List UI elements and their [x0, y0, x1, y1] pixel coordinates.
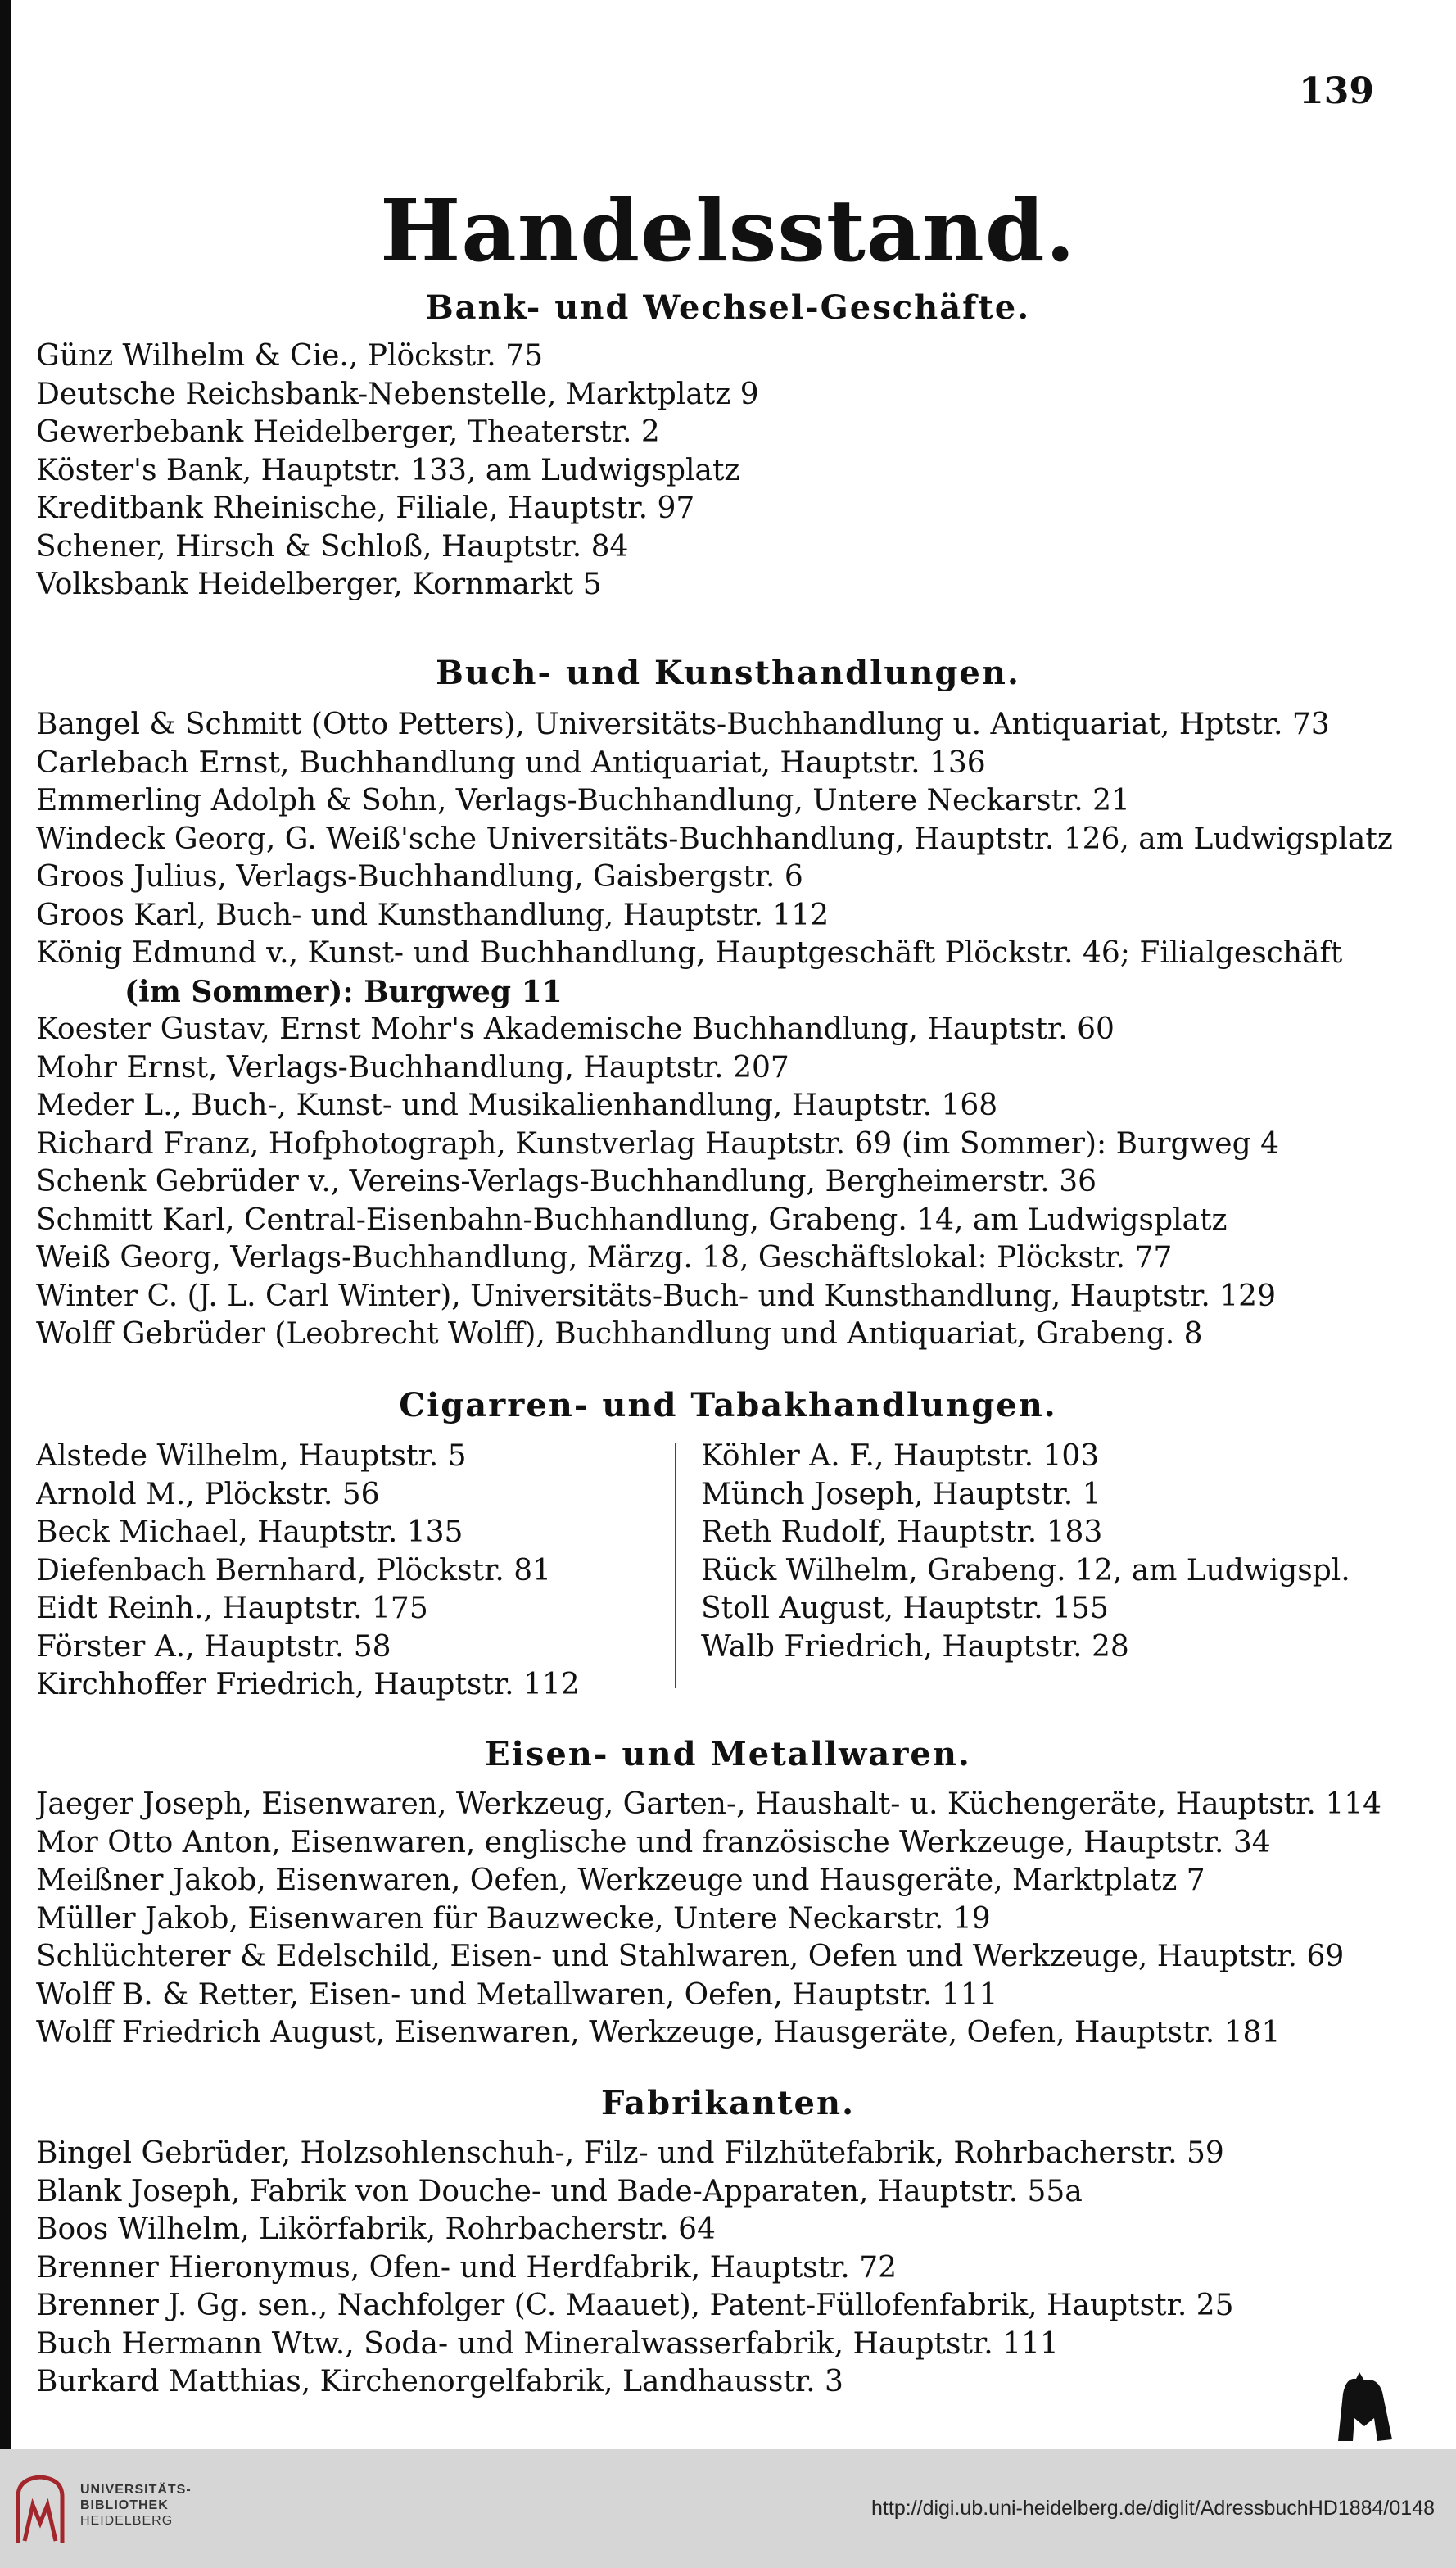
list-item: Bingel Gebrüder, Holzsohlenschuh-, Filz- und Filzhütefabrik, Rohrbacherstr. 59 [36, 2136, 1224, 2170]
manufacturers-list [36, 2135, 1423, 2402]
list-item: Köster's Bank, Hauptstr. 133, am Ludwigsplatz [36, 453, 740, 487]
column-divider [675, 1443, 676, 1688]
list-item: Blank Joseph, Fabrik von Douche- und Bade-Apparaten, Hauptstr. 55a [36, 2174, 1083, 2208]
list-item-continuation: (im Sommer): Burgweg 11 [124, 974, 563, 1009]
library-seal-icon [13, 2472, 67, 2544]
list-item: Arnold M., Plöckstr. 56 [36, 1477, 380, 1511]
list-item: Winter C. (J. L. Carl Winter), Universitäts-Buch- und Kunsthandlung, Hauptstr. 129 [36, 1279, 1276, 1313]
cigar-columns [36, 1438, 1423, 1700]
list-item: Beck Michael, Hauptstr. 135 [36, 1515, 463, 1549]
list-item: Wolff Friedrich August, Eisenwaren, Werkzeuge, Hausgeräte, Oefen, Hauptstr. 181 [36, 2016, 1281, 2049]
list-item: Kirchhoffer Friedrich, Hauptstr. 112 [36, 1668, 580, 1701]
page-number: 139 [1299, 70, 1374, 112]
cigar-list-left [36, 1438, 658, 1705]
list-item: Volksbank Heidelberger, Kornmarkt 5 [36, 568, 602, 601]
list-item: Reth Rudolf, Hauptstr. 183 [701, 1515, 1103, 1549]
ornament-mark [1332, 2369, 1397, 2444]
list-item: Schener, Hirsch & Schloß, Hauptstr. 84 [36, 529, 629, 564]
list-item: Windeck Georg, G. Weiß'sche Universitäts-Buchhandlung, Hauptstr. 126, am Ludwigsplatz [36, 822, 1393, 856]
list-item: Bangel & Schmitt (Otto Petters), Universitäts-Buchhandlung u. Antiquariat, Hptstr. 73 [36, 708, 1330, 741]
list-item: Boos Wilhelm, Likörfabrik, Rohrbacherstr. 64 [36, 2212, 716, 2246]
list-item: Müller Jakob, Eisenwaren für Bauzwecke, Untere Neckarstr. 19 [36, 1901, 991, 1936]
list-item: König Edmund v., Kunst- und Buchhandlung, Hauptgeschäft Plöckstr. 46; Filialgeschäft [36, 936, 1343, 970]
list-item: Meder L., Buch-, Kunst- und Musikalienhandlung, Hauptstr. 168 [36, 1089, 998, 1122]
list-item: Jaeger Joseph, Eisenwaren, Werkzeug, Garten-, Haushalt- u. Küchengeräte, Hauptstr. 114 [36, 1787, 1382, 1821]
list-item: Groos Karl, Buch- und Kunsthandlung, Hauptstr. 112 [36, 898, 830, 932]
list-item: Eidt Reinh., Hauptstr. 175 [36, 1592, 428, 1625]
section-heading-iron-metal: Eisen- und Metallwaren. [485, 1735, 971, 1773]
list-item: Kreditbank Rheinische, Filiale, Hauptstr. 97 [36, 491, 695, 525]
list-item: Meißner Jakob, Eisenwaren, Oefen, Werkzeuge und Hausgeräte, Marktplatz 7 [36, 1864, 1205, 1897]
list-item: Brenner J. Gg. sen., Nachfolger (C. Maauet), Patent-Füllofenfabrik, Hauptstr. 25 [36, 2289, 1234, 2322]
bank-list [36, 337, 1423, 605]
list-item: Köhler A. F., Hauptstr. 103 [701, 1439, 1100, 1473]
list-item: Brenner Hieronymus, Ofen- und Herdfabrik, Hauptstr. 72 [36, 2250, 898, 2285]
list-item: Buch Hermann Wtw., Soda- und Mineralwasserfabrik, Hauptstr. 111 [36, 2326, 1059, 2361]
cigar-list-right [701, 1438, 1438, 1666]
library-name [80, 2482, 192, 2529]
list-item: Stoll August, Hauptstr. 155 [701, 1592, 1109, 1625]
iron-metal-list [36, 1786, 1423, 2053]
footer-bar [0, 2449, 1456, 2568]
library-name-line: BIBLIOTHEK [80, 2498, 169, 2512]
list-item: Münch Joseph, Hauptstr. 1 [701, 1477, 1101, 1511]
list-item: Förster A., Hauptstr. 58 [36, 1629, 391, 1664]
list-item: Alstede Wilhelm, Hauptstr. 5 [36, 1439, 467, 1473]
library-name-line: HEIDELBERG [80, 2514, 174, 2528]
section-heading-bank: Bank- und Wechsel-Geschäfte. [425, 288, 1031, 327]
list-item: Mohr Ernst, Verlags-Buchhandlung, Hauptstr. 207 [36, 1050, 789, 1085]
book-art-list [36, 706, 1423, 1354]
list-item: Richard Franz, Hofphotograph, Kunstverlag Hauptstr. 69 (im Sommer): Burgweg 4 [36, 1126, 1279, 1161]
section-heading-cigar: Cigarren- und Tabakhandlungen. [399, 1386, 1057, 1424]
library-name-line: UNIVERSITÄTS- [80, 2483, 192, 2497]
list-item: Weiß Georg, Verlags-Buchhandlung, Märzg. 18, Geschäftslokal: Plöckstr. 77 [36, 1241, 1173, 1275]
list-item: Wolff Gebrüder (Leobrecht Wolff), Buchhandlung und Antiquariat, Grabeng. 8 [36, 1317, 1203, 1351]
list-item: Carlebach Ernst, Buchhandlung und Antiquariat, Hauptstr. 136 [36, 745, 986, 780]
list-item: Groos Julius, Verlags-Buchhandlung, Gaisbergstr. 6 [36, 860, 803, 894]
list-item: Wolff B. & Retter, Eisen- und Metallwaren, Oefen, Hauptstr. 111 [36, 1977, 998, 2012]
list-item: Emmerling Adolph & Sohn, Verlags-Buchhandlung, Untere Neckarstr. 21 [36, 784, 1130, 818]
list-item: Burkard Matthias, Kirchenorgelfabrik, Landhausstr. 3 [36, 2365, 843, 2398]
list-item: Mor Otto Anton, Eisenwaren, englische und französische Werkzeuge, Hauptstr. 34 [36, 1825, 1271, 1859]
section-heading-book-art: Buch- und Kunsthandlungen. [436, 654, 1020, 692]
list-item: Gewerbebank Heidelberger, Theaterstr. 2 [36, 415, 660, 449]
list-item: Schlüchterer & Edelschild, Eisen- und Stahlwaren, Oefen und Werkzeuge, Hauptstr. 69 [36, 1940, 1345, 1973]
source-url-link[interactable]: http://digi.ub.uni-heidelberg.de/diglit/AdressbuchHD1884/0148 [871, 2497, 1435, 2520]
section-heading-manufacturers: Fabrikanten. [600, 2084, 855, 2122]
list-item: Diefenbach Bernhard, Plöckstr. 81 [36, 1553, 552, 1587]
list-item: Walb Friedrich, Hauptstr. 28 [701, 1629, 1129, 1664]
list-item: Schmitt Karl, Central-Eisenbahn-Buchhandlung, Grabeng. 14, am Ludwigsplatz [36, 1202, 1228, 1237]
list-item: Schenk Gebrüder v., Vereins-Verlags-Buchhandlung, Bergheimerstr. 36 [36, 1165, 1097, 1198]
list-item: Günz Wilhelm & Cie., Plöckstr. 75 [36, 339, 543, 373]
list-item: Deutsche Reichsbank-Nebenstelle, Marktplatz 9 [36, 377, 759, 411]
list-item: Rück Wilhelm, Grabeng. 12, am Ludwigspl. [701, 1553, 1350, 1587]
scan-edge-bar [0, 0, 11, 2449]
page-title: Handelsstand. [380, 180, 1076, 281]
list-item: Koester Gustav, Ernst Mohr's Akademische Buchhandlung, Hauptstr. 60 [36, 1012, 1115, 1046]
